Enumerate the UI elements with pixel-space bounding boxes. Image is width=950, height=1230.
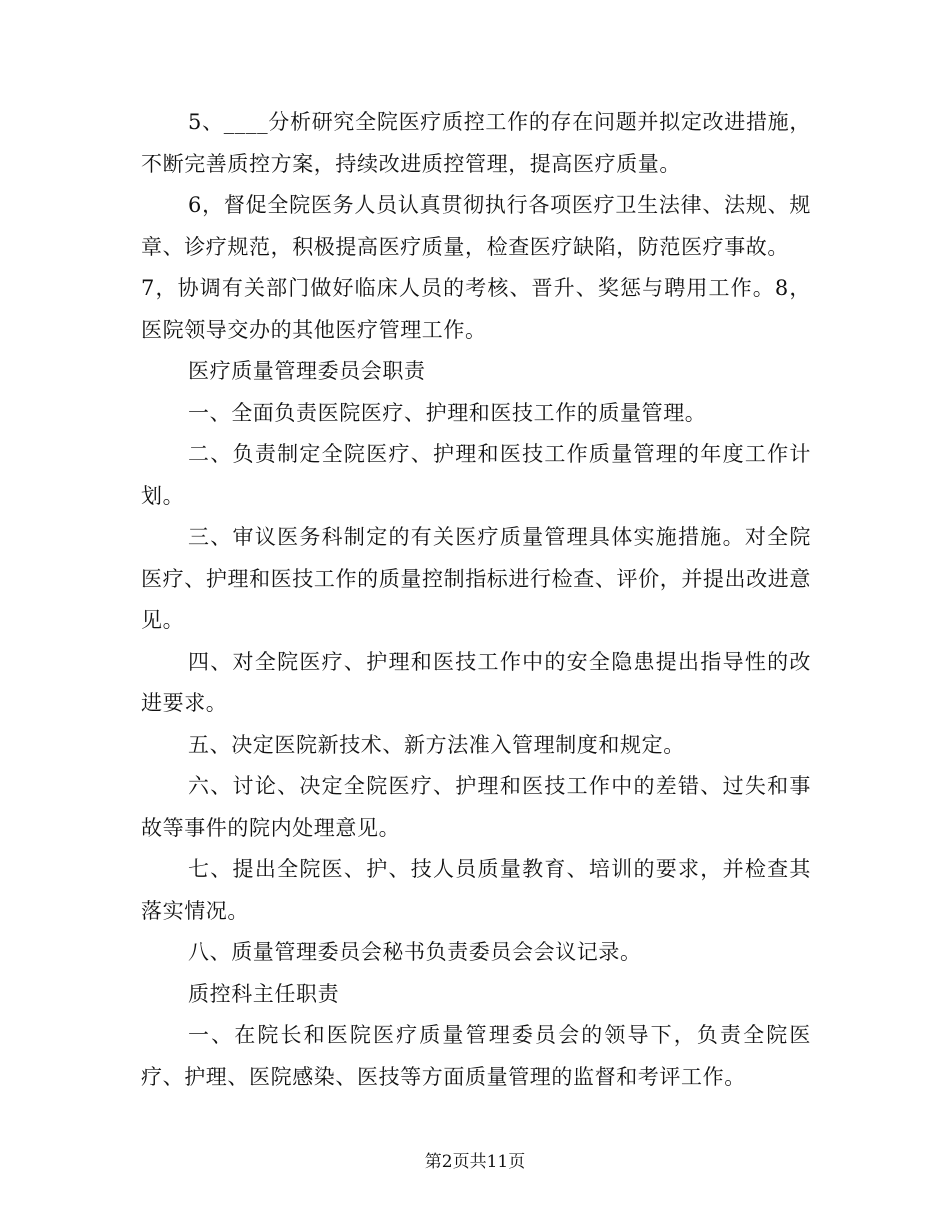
committee-duty-1: 一、全面负责医院医疗、护理和医技工作的质量管理。 bbox=[188, 400, 707, 425]
paragraph-items-7-8: 7，协调有关部门做好临床人员的考核、晋升、奖惩与聘用工作。8，医院领导交办的其他医疗管理工作。 bbox=[141, 276, 811, 342]
committee-duty-2: 二、负责制定全院医疗、护理和医技工作质量管理的年度工作计划。 bbox=[141, 442, 811, 508]
paragraph-item-5: 5、____分析研究全院医疗质控工作的存在问题并拟定改进措施，不断完善质控方案，持续改进质控管理，提高医疗质量。 bbox=[141, 110, 811, 176]
document-body bbox=[141, 102, 811, 1098]
committee-duty-5: 五、决定医院新技术、新方法准入管理制度和规定。 bbox=[188, 732, 685, 757]
committee-duty-7: 七、提出全院医、护、技人员质量教育、培训的要求，并检查其落实情况。 bbox=[141, 857, 811, 923]
page-number-footer: 第2页共11页 bbox=[424, 1152, 526, 1172]
committee-duty-6: 六、讨论、决定全院医疗、护理和医技工作中的差错、过失和事故等事件的院内处理意见。 bbox=[141, 774, 811, 840]
paragraph-item-6: 6，督促全院医务人员认真贯彻执行各项医疗卫生法律、法规、规章、诊疗规范，积极提高医疗质量，检查医疗缺陷，防范医疗事故。 bbox=[141, 193, 811, 259]
qc-director-duty-1: 一、在院长和医院医疗质量管理委员会的领导下，负责全院医疗、护理、医院感染、医技等方面质量管理的监督和考评工作。 bbox=[141, 1023, 811, 1089]
committee-duty-3: 三、审议医务科制定的有关医疗质量管理具体实施措施。对全院医疗、护理和医技工作的质量控制指标进行检查、评价，并提出改进意见。 bbox=[141, 525, 811, 632]
committee-duty-4: 四、对全院医疗、护理和医技工作中的安全隐患提出指导性的改进要求。 bbox=[141, 649, 811, 715]
committee-duty-8: 八、质量管理委员会秘书负责委员会会议记录。 bbox=[188, 940, 642, 964]
section-heading-quality-committee: 医疗质量管理委员会职责 bbox=[188, 359, 426, 383]
section-heading-qc-director: 质控科主任职责 bbox=[188, 981, 340, 1006]
